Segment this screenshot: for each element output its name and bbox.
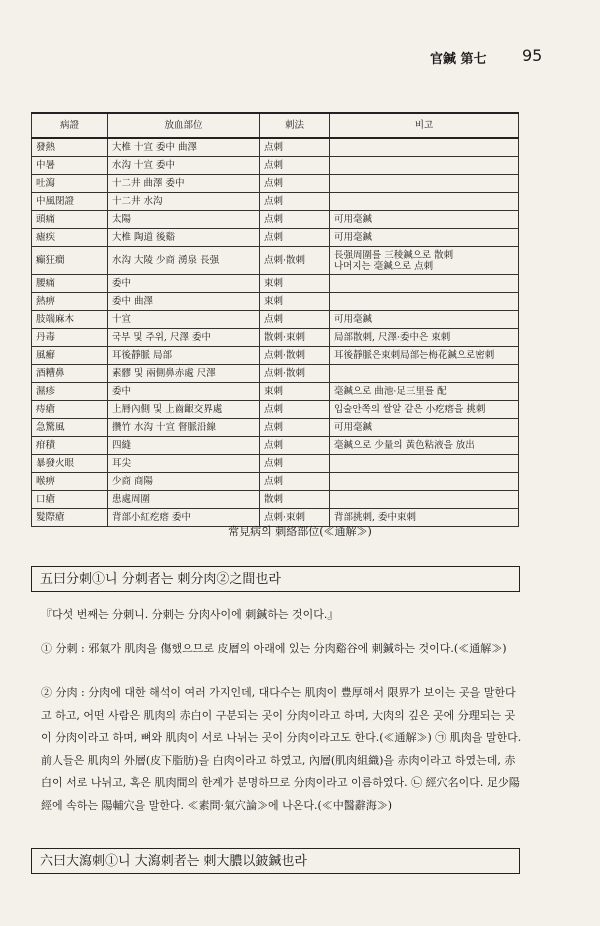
condition-cell: 瘧疾 xyxy=(32,229,108,247)
table-row xyxy=(32,473,519,491)
note-cell xyxy=(330,275,519,293)
table-row xyxy=(32,365,519,383)
site-cell: 十二井 曲澤 委中 xyxy=(108,175,260,193)
table-row xyxy=(32,211,519,229)
page-number: 95 xyxy=(522,46,543,65)
site-cell: 委中 xyxy=(108,275,260,293)
method-cell: 点刺 xyxy=(260,175,330,193)
condition-cell: 痔瘡 xyxy=(32,401,108,419)
method-cell: 点刺 xyxy=(260,229,330,247)
site-cell: 四縫 xyxy=(108,437,260,455)
table-row xyxy=(32,401,519,419)
site-cell: 太陽 xyxy=(108,211,260,229)
table-row xyxy=(32,383,519,401)
note-cell: 可用毫鍼 xyxy=(330,211,519,229)
condition-cell: 酒糟鼻 xyxy=(32,365,108,383)
condition-cell: 丹毒 xyxy=(32,329,108,347)
site-cell: 耳後靜脈 局部 xyxy=(108,347,260,365)
condition-cell: 頭痛 xyxy=(32,211,108,229)
method-cell: 束刺 xyxy=(260,275,330,293)
note-cell xyxy=(330,473,519,491)
table-caption: 常見病의 刺絡部位(≪通解≫) xyxy=(228,525,372,538)
table-row xyxy=(32,175,519,193)
note-cell xyxy=(330,193,519,211)
note-cell xyxy=(330,455,519,473)
note-cell xyxy=(330,175,519,193)
method-cell: 点刺 xyxy=(260,138,330,157)
condition-cell: 肢端麻木 xyxy=(32,311,108,329)
table-row xyxy=(32,157,519,175)
site-cell: 背部小紅疙瘩 委中 xyxy=(108,509,260,527)
condition-cell: 急驚風 xyxy=(32,419,108,437)
footnote-2: ② 分肉 : 分肉에 대한 해석이 여러 가지인데, 대다수는 肌肉이 豊厚해서 限界가 보이는 곳을 말한다고 하고, 어떤 사람은 肌肉의 赤白이 구분되는 곳이 分肉이라고 하며, 大肉의 깊은 곳에 分理되는 곳이 分肉이라고 하며, 뼈와 肌肉이 서로 나뉘는 곳이 分肉이라고도 한다.(≪通解≫) ㉠ 肌肉을 말한다. 前人들은 肌肉의 外層(皮下脂肪)을 白肉이라고 하였고, 內層(肌肉組織)을 赤肉이라고 하였는데, 赤白이 서로 나뉘고, 혹은 肌肉間의 한계가 분명하므로 分肉이라고 이름하였다. ㉡ 經穴名이다. 足少陽經에 속하는 陽輔穴을 말한다. ≪素問·氣穴論≫에 나온다.(≪中醫辭海≫) xyxy=(41,686,522,812)
table-row xyxy=(32,455,519,473)
col-header: 放血部位 xyxy=(108,113,260,138)
table-body xyxy=(32,138,519,527)
note-cell: 입술안쪽의 쌀알 같은 小疙瘩을 挑刺 xyxy=(330,401,519,419)
method-cell: 点刺 xyxy=(260,473,330,491)
table-row xyxy=(32,193,519,211)
condition-cell: 髮際瘡 xyxy=(32,509,108,527)
site-cell: 十宣 xyxy=(108,311,260,329)
site-cell: 素髎 및 兩側鼻赤處 尺澤 xyxy=(108,365,260,383)
col-header: 비고 xyxy=(330,113,519,138)
note-cell: 耳後靜脈은束刺局部는梅花鍼으로密刺 xyxy=(330,347,519,365)
note-cell: 可用毫鍼 xyxy=(330,311,519,329)
site-cell: 大椎 陶道 後谿 xyxy=(108,229,260,247)
table-row xyxy=(32,419,519,437)
method-cell: 点刺 xyxy=(260,419,330,437)
condition-cell: 癲狂癎 xyxy=(32,247,108,275)
condition-cell: 疳積 xyxy=(32,437,108,455)
note-cell: 可用毫鍼 xyxy=(330,419,519,437)
method-cell: 点刺·散刺 xyxy=(260,247,330,275)
table-row xyxy=(32,311,519,329)
method-cell: 点刺 xyxy=(260,157,330,175)
method-cell: 点刺 xyxy=(260,211,330,229)
method-cell: 点刺 xyxy=(260,455,330,473)
table-row xyxy=(32,491,519,509)
condition-cell: 口瘡 xyxy=(32,491,108,509)
classic-text-box-6: 六曰大瀉刺①니 大瀉刺者는 刺大膿以鈹鍼也라 xyxy=(31,848,520,874)
site-cell: 水沟 十宣 委中 xyxy=(108,157,260,175)
condition-cell: 吐瀉 xyxy=(32,175,108,193)
site-cell: 委中 xyxy=(108,383,260,401)
site-cell: 少商 商陽 xyxy=(108,473,260,491)
table-row xyxy=(32,138,519,157)
condition-cell: 發熱 xyxy=(32,138,108,157)
condition-cell: 熱痹 xyxy=(32,293,108,311)
method-cell: 点刺 xyxy=(260,401,330,419)
note-cell: 長强周圍를 三稜鍼으로 散刺 나머지는 毫鍼으로 点刺 xyxy=(330,247,519,275)
condition-cell: 暴發火眼 xyxy=(32,455,108,473)
note-cell: 毫鍼으로 少量의 黃色粘液을 放出 xyxy=(330,437,519,455)
condition-cell: 濕疹 xyxy=(32,383,108,401)
method-cell: 点刺·束刺 xyxy=(260,509,330,527)
method-cell: 点刺 xyxy=(260,437,330,455)
running-header xyxy=(400,46,580,68)
note-cell: 局部散刺, 尺澤·委中은 束刺 xyxy=(330,329,519,347)
classic-text-box-5: 五曰分刺①니 分刺者는 刺分肉②之間也라 xyxy=(31,566,520,592)
table-row xyxy=(32,229,519,247)
condition-cell: 風癬 xyxy=(32,347,108,365)
method-cell: 点刺 xyxy=(260,311,330,329)
site-cell: 患處周圍 xyxy=(108,491,260,509)
table-row xyxy=(32,437,519,455)
table-row xyxy=(32,347,519,365)
note-cell xyxy=(330,293,519,311)
site-cell: 국부 및 주위, 尺澤 委中 xyxy=(108,329,260,347)
note-cell: 毫鍼으로 曲池·足三里를 配 xyxy=(330,383,519,401)
col-header: 刺法 xyxy=(260,113,330,138)
note-cell xyxy=(330,365,519,383)
site-cell: 耳尖 xyxy=(108,455,260,473)
condition-cell: 中暑 xyxy=(32,157,108,175)
footnote-1: ① 分刺 : 邪氣가 肌肉을 傷했으므로 皮層의 아래에 있는 分肉谿谷에 刺鍼하는 것이다.(≪通解≫) xyxy=(41,642,507,655)
condition-cell: 中風閉證 xyxy=(32,193,108,211)
bloodletting-table xyxy=(31,112,519,527)
site-cell: 委中 曲澤 xyxy=(108,293,260,311)
table-row xyxy=(32,293,519,311)
method-cell: 点刺 xyxy=(260,193,330,211)
note-cell: 可用毫鍼 xyxy=(330,229,519,247)
section-title: 官鍼 第七 xyxy=(430,52,487,67)
note-cell: 背部挑刺, 委中束刺 xyxy=(330,509,519,527)
method-cell: 束刺 xyxy=(260,383,330,401)
method-cell: 散刺·束刺 xyxy=(260,329,330,347)
site-cell: 上脣內側 및 上齒齦交界處 xyxy=(108,401,260,419)
condition-cell: 喉痹 xyxy=(32,473,108,491)
site-cell: 攢竹 水沟 十宣 督脈沿線 xyxy=(108,419,260,437)
table-row xyxy=(32,247,519,275)
note-cell xyxy=(330,491,519,509)
method-cell: 点刺·散刺 xyxy=(260,347,330,365)
method-cell: 点刺·散刺 xyxy=(260,365,330,383)
note-cell xyxy=(330,138,519,157)
method-cell: 散刺 xyxy=(260,491,330,509)
table-row xyxy=(32,329,519,347)
translation-paragraph: 『다섯 번째는 分刺니. 分刺는 分肉사이에 刺鍼하는 것이다.』 xyxy=(41,608,339,621)
col-header: 病證 xyxy=(32,113,108,138)
site-cell: 十二井 水沟 xyxy=(108,193,260,211)
site-cell: 大椎 十宣 委中 曲澤 xyxy=(108,138,260,157)
method-cell: 束刺 xyxy=(260,293,330,311)
table-header-row xyxy=(32,113,519,138)
note-cell xyxy=(330,157,519,175)
table-row xyxy=(32,275,519,293)
condition-cell: 腰痛 xyxy=(32,275,108,293)
site-cell: 水沟 大陵 少商 湧泉 長强 xyxy=(108,247,260,275)
